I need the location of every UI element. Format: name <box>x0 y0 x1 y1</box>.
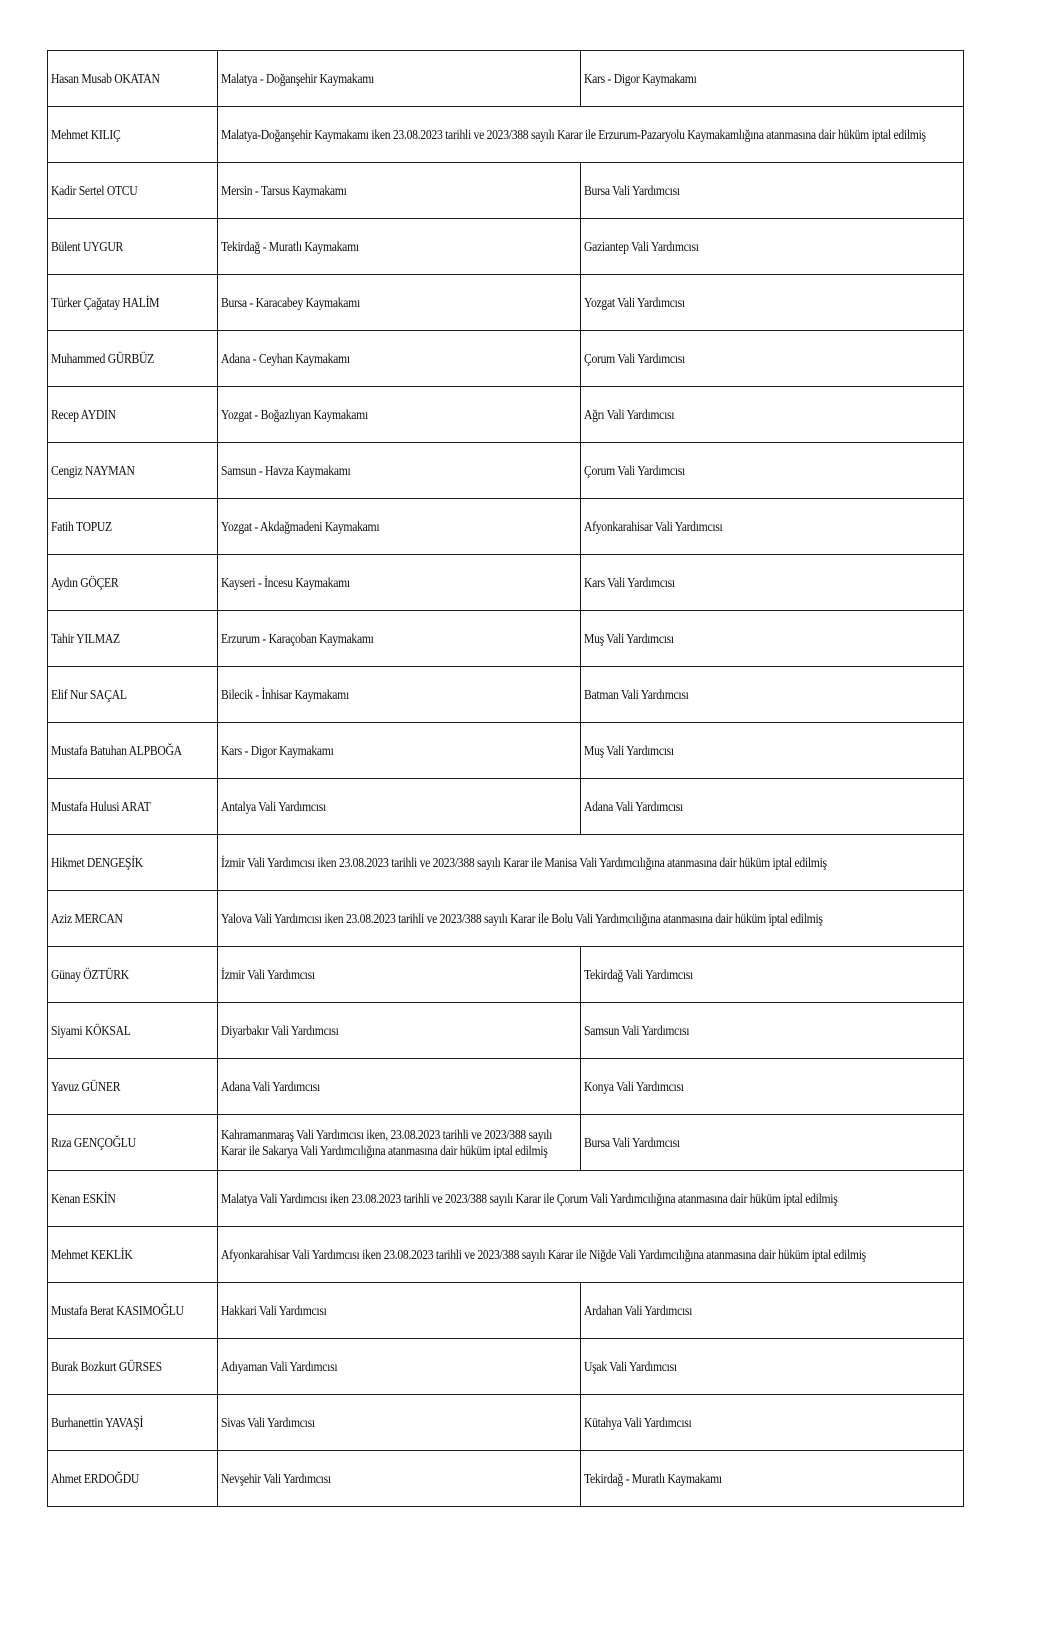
new-position: Uşak Vali Yardımcısı <box>584 1358 677 1374</box>
current-position: Erzurum - Karaçoban Kaymakamı <box>221 630 374 646</box>
current-position-cell <box>218 779 581 835</box>
person-name: Siyami KÖKSAL <box>51 1022 131 1038</box>
person-name-cell <box>48 555 218 611</box>
new-position-cell <box>581 611 964 667</box>
new-position-cell <box>581 499 964 555</box>
new-position: Kars - Digor Kaymakamı <box>584 70 697 86</box>
new-position: Yozgat Vali Yardımcısı <box>584 294 685 310</box>
annulment-note: Malatya-Doğanşehir Kaymakamı iken 23.08.2023 tarihli ve 2023/388 sayılı Karar ile Erzurum-Pazaryolu Kaymakamlığına atanmasına dair hüküm iptal edilmiş <box>221 126 926 142</box>
new-position-cell <box>581 1059 964 1115</box>
person-name: Mustafa Berat KASIMOĞLU <box>51 1302 184 1318</box>
new-position: Gaziantep Vali Yardımcısı <box>584 238 699 254</box>
person-name-cell <box>48 275 218 331</box>
person-name-cell <box>48 667 218 723</box>
person-name-cell <box>48 947 218 1003</box>
current-position-cell <box>218 219 581 275</box>
new-position: Kars Vali Yardımcısı <box>584 574 675 590</box>
person-name-cell <box>48 1003 218 1059</box>
current-position-cell <box>218 499 581 555</box>
person-name-cell <box>48 443 218 499</box>
new-position-cell <box>581 1115 964 1171</box>
appointments-table <box>47 50 964 1507</box>
current-position-cell <box>218 1115 581 1171</box>
person-name-cell <box>48 1227 218 1283</box>
current-position: Diyarbakır Vali Yardımcısı <box>221 1022 339 1038</box>
table-row <box>48 835 964 891</box>
table-row <box>48 499 964 555</box>
new-position-cell <box>581 275 964 331</box>
person-name-cell <box>48 51 218 107</box>
table-row <box>48 891 964 947</box>
current-position: Kayseri - İncesu Kaymakamı <box>221 574 350 590</box>
table-row <box>48 275 964 331</box>
new-position-cell <box>581 667 964 723</box>
table-row <box>48 667 964 723</box>
current-position-cell <box>218 1339 581 1395</box>
new-position: Ardahan Vali Yardımcısı <box>584 1302 693 1318</box>
person-name-cell <box>48 1171 218 1227</box>
new-position: Bursa Vali Yardımcısı <box>584 182 680 198</box>
person-name: Recep AYDIN <box>51 406 116 422</box>
annulment-note: Malatya Vali Yardımcısı iken 23.08.2023 tarihli ve 2023/388 sayılı Karar ile Çorum Vali Yardımcılığına atanmasına dair hüküm iptal edilmiş <box>221 1190 838 1206</box>
annulment-note: Yalova Vali Yardımcısı iken 23.08.2023 tarihli ve 2023/388 sayılı Karar ile Bolu Vali Yardımcılığına atanmasına dair hüküm iptal edilmiş <box>221 910 823 926</box>
person-name: Hasan Musab OKATAN <box>51 70 160 86</box>
new-position-cell <box>581 1003 964 1059</box>
person-name-cell <box>48 1451 218 1507</box>
person-name-cell <box>48 779 218 835</box>
person-name: Mehmet KILIÇ <box>51 126 121 142</box>
current-position-cell <box>218 1283 581 1339</box>
new-position: Çorum Vali Yardımcısı <box>584 462 685 478</box>
new-position: Ağrı Vali Yardımcısı <box>584 406 675 422</box>
current-position: Antalya Vali Yardımcısı <box>221 798 326 814</box>
table-row <box>48 1339 964 1395</box>
person-name-cell <box>48 611 218 667</box>
current-position: Nevşehir Vali Yardımcısı <box>221 1470 331 1486</box>
table-row <box>48 1395 964 1451</box>
person-name: Fatih TOPUZ <box>51 518 112 534</box>
current-position-cell <box>218 387 581 443</box>
person-name-cell <box>48 219 218 275</box>
current-position: İzmir Vali Yardımcısı <box>221 966 315 982</box>
person-name-cell <box>48 499 218 555</box>
table-row <box>48 331 964 387</box>
table-row <box>48 1003 964 1059</box>
new-position-cell <box>581 1451 964 1507</box>
person-name-cell <box>48 1283 218 1339</box>
new-position-cell <box>581 947 964 1003</box>
new-position-cell <box>581 51 964 107</box>
new-position: Muş Vali Yardımcısı <box>584 742 674 758</box>
person-name-cell <box>48 723 218 779</box>
person-name: Bülent UYGUR <box>51 238 124 254</box>
person-name: Mustafa Hulusi ARAT <box>51 798 151 814</box>
person-name: Ahmet ERDOĞDU <box>51 1470 139 1486</box>
new-position-cell <box>581 163 964 219</box>
person-name: Aziz MERCAN <box>51 910 123 926</box>
current-position-cell <box>218 667 581 723</box>
current-position: Bursa - Karacabey Kaymakamı <box>221 294 360 310</box>
current-position: Sivas Vali Yardımcısı <box>221 1414 315 1430</box>
new-position: Muş Vali Yardımcısı <box>584 630 674 646</box>
current-position: Bilecik - İnhisar Kaymakamı <box>221 686 349 702</box>
current-position: Mersin - Tarsus Kaymakamı <box>221 182 347 198</box>
table-row <box>48 723 964 779</box>
table-row <box>48 779 964 835</box>
person-name: Muhammed GÜRBÜZ <box>51 350 154 366</box>
table-row <box>48 1059 964 1115</box>
table-row <box>48 387 964 443</box>
person-name-cell <box>48 1395 218 1451</box>
person-name: Cengiz NAYMAN <box>51 462 135 478</box>
current-position: Kars - Digor Kaymakamı <box>221 742 334 758</box>
person-name-cell <box>48 387 218 443</box>
table-row <box>48 947 964 1003</box>
current-position-cell <box>218 331 581 387</box>
table-row <box>48 1451 964 1507</box>
new-position-cell <box>581 779 964 835</box>
annulment-note-cell <box>218 835 964 891</box>
person-name: Burhanettin YAVAŞİ <box>51 1414 144 1430</box>
annulment-note-cell <box>218 1227 964 1283</box>
annulment-note-cell <box>218 891 964 947</box>
person-name-cell <box>48 107 218 163</box>
current-position-cell <box>218 1059 581 1115</box>
table-row <box>48 51 964 107</box>
person-name-cell <box>48 331 218 387</box>
new-position-cell <box>581 387 964 443</box>
new-position-cell <box>581 219 964 275</box>
table-row <box>48 555 964 611</box>
new-position-cell <box>581 723 964 779</box>
new-position: Bursa Vali Yardımcısı <box>584 1134 680 1150</box>
table-row <box>48 611 964 667</box>
new-position: Batman Vali Yardımcısı <box>584 686 689 702</box>
new-position: Çorum Vali Yardımcısı <box>584 350 685 366</box>
new-position: Tekirdağ Vali Yardımcısı <box>584 966 693 982</box>
current-position: Adıyaman Vali Yardımcısı <box>221 1358 338 1374</box>
table-row <box>48 443 964 499</box>
current-position-cell <box>218 555 581 611</box>
person-name-cell <box>48 1339 218 1395</box>
new-position: Adana Vali Yardımcısı <box>584 798 684 814</box>
new-position: Afyonkarahisar Vali Yardımcısı <box>584 518 723 534</box>
new-position-cell <box>581 331 964 387</box>
annulment-note: Afyonkarahisar Vali Yardımcısı iken 23.08.2023 tarihli ve 2023/388 sayılı Karar ile Niğde Vali Yardımcılığına atanmasına dair hüküm iptal edilmiş <box>221 1246 866 1262</box>
table-row <box>48 163 964 219</box>
person-name-cell <box>48 1115 218 1171</box>
current-position: Adana Vali Yardımcısı <box>221 1078 321 1094</box>
person-name-cell <box>48 891 218 947</box>
annulment-note: İzmir Vali Yardımcısı iken 23.08.2023 tarihli ve 2023/388 sayılı Karar ile Manisa Vali Yardımcılığına atanmasına dair hüküm iptal edilmiş <box>221 854 827 870</box>
current-position-cell <box>218 1003 581 1059</box>
current-position: Tekirdağ - Muratlı Kaymakamı <box>221 238 359 254</box>
person-name: Kenan ESKİN <box>51 1190 116 1206</box>
table-row <box>48 1283 964 1339</box>
current-position: Kahramanmaraş Vali Yardımcısı iken, 23.08.2023 tarihli ve 2023/388 sayılı Karar ile Sakarya Vali Yardımcılığına atanmasına dair hüküm iptal edilmiş <box>221 1126 553 1158</box>
new-position: Tekirdağ - Muratlı Kaymakamı <box>584 1470 722 1486</box>
current-position-cell <box>218 1451 581 1507</box>
new-position-cell <box>581 1283 964 1339</box>
current-position-cell <box>218 611 581 667</box>
appointments-table-body <box>48 51 964 1507</box>
person-name: Rıza GENÇOĞLU <box>51 1134 136 1150</box>
table-row <box>48 1227 964 1283</box>
current-position: Hakkari Vali Yardımcısı <box>221 1302 327 1318</box>
new-position: Samsun Vali Yardımcısı <box>584 1022 690 1038</box>
current-position-cell <box>218 443 581 499</box>
new-position: Konya Vali Yardımcısı <box>584 1078 684 1094</box>
person-name: Hikmet DENGEŞİK <box>51 854 143 870</box>
new-position-cell <box>581 443 964 499</box>
current-position: Adana - Ceyhan Kaymakamı <box>221 350 350 366</box>
person-name-cell <box>48 1059 218 1115</box>
person-name: Türker Çağatay HALİM <box>51 294 160 310</box>
table-row <box>48 219 964 275</box>
person-name: Yavuz GÜNER <box>51 1078 121 1094</box>
current-position: Malatya - Doğanşehir Kaymakamı <box>221 70 374 86</box>
person-name-cell <box>48 835 218 891</box>
person-name: Mustafa Batuhan ALPBOĞA <box>51 742 182 758</box>
new-position-cell <box>581 1395 964 1451</box>
person-name: Tahir YILMAZ <box>51 630 120 646</box>
current-position: Yozgat - Akdağmadeni Kaymakamı <box>221 518 380 534</box>
current-position-cell <box>218 1395 581 1451</box>
current-position-cell <box>218 275 581 331</box>
current-position-cell <box>218 51 581 107</box>
annulment-note-cell <box>218 1171 964 1227</box>
current-position: Samsun - Havza Kaymakamı <box>221 462 351 478</box>
current-position-cell <box>218 723 581 779</box>
person-name-cell <box>48 163 218 219</box>
person-name: Günay ÖZTÜRK <box>51 966 129 982</box>
person-name: Elif Nur SAÇAL <box>51 686 127 702</box>
person-name: Aydın GÖÇER <box>51 574 119 590</box>
new-position: Kütahya Vali Yardımcısı <box>584 1414 692 1430</box>
current-position-cell <box>218 163 581 219</box>
table-row <box>48 107 964 163</box>
person-name: Mehmet KEKLİK <box>51 1246 133 1262</box>
person-name: Burak Bozkurt GÜRSES <box>51 1358 162 1374</box>
new-position-cell <box>581 1339 964 1395</box>
annulment-note-cell <box>218 107 964 163</box>
table-row <box>48 1115 964 1171</box>
new-position-cell <box>581 555 964 611</box>
current-position: Yozgat - Boğazlıyan Kaymakamı <box>221 406 368 422</box>
current-position-cell <box>218 947 581 1003</box>
person-name: Kadir Sertel OTCU <box>51 182 138 198</box>
table-row <box>48 1171 964 1227</box>
